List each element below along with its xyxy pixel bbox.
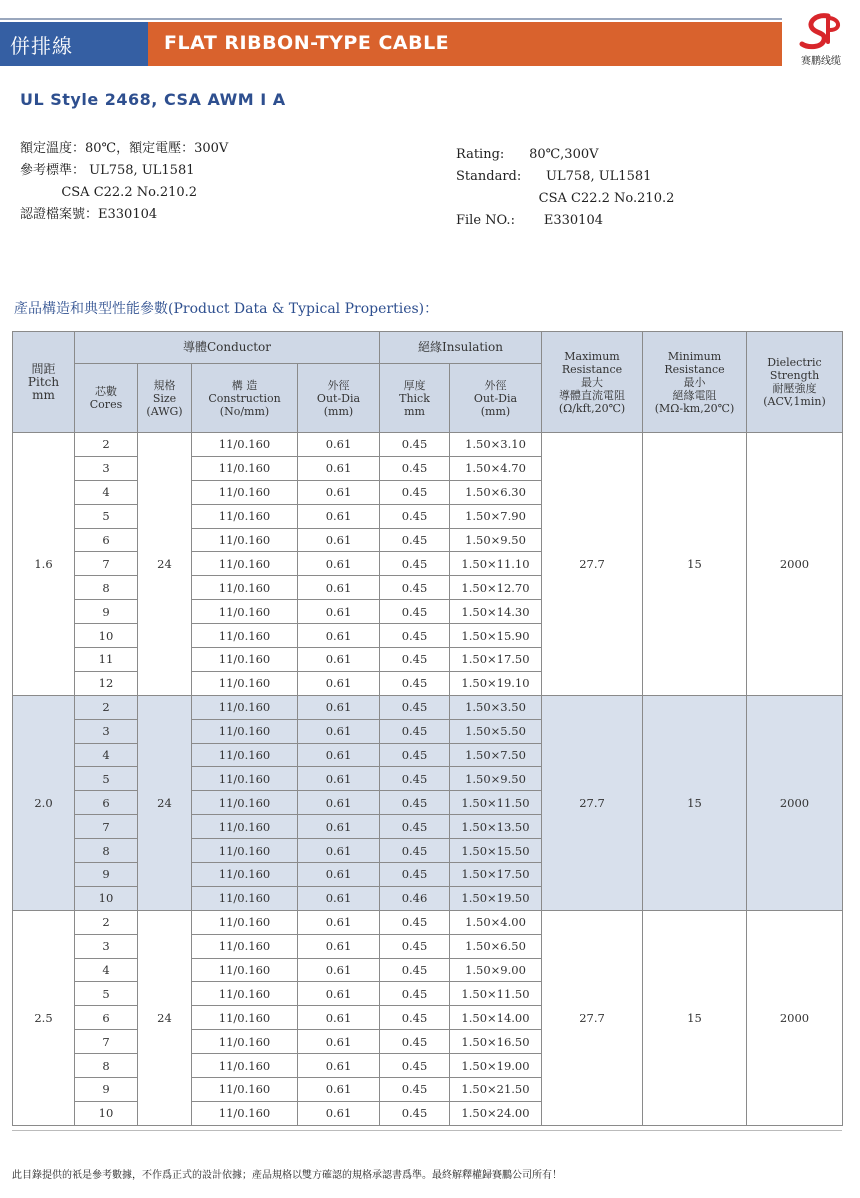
construction-cell: 11/0.160 <box>192 958 298 982</box>
thick-cell: 0.45 <box>380 1101 450 1125</box>
footer-note: 此目錄提供的祇是參考數據，不作爲正式的設計依據；產品規格以雙方確認的規格承認書爲準。最終解釋權歸賽鵬公司所有！ <box>12 1170 562 1181</box>
construction-cell: 11/0.160 <box>192 576 298 600</box>
spec-cn-row <box>20 204 228 226</box>
cores-cell: 6 <box>75 528 138 552</box>
spec-en-label: Rating: <box>456 147 530 162</box>
cores-cell: 8 <box>75 576 138 600</box>
thick-cell: 0.45 <box>380 910 450 934</box>
construction-cell: 11/0.160 <box>192 863 298 887</box>
col-max-resistance-header: Maximum Resistance 最大 導體直流電阻 (Ω/kft,20℃) <box>542 332 643 433</box>
spec-en-row <box>456 144 674 166</box>
thick-cell: 0.45 <box>380 863 450 887</box>
insulation-od-cell: 1.50×6.50 <box>450 934 542 958</box>
thick-cell: 0.45 <box>380 433 450 457</box>
cores-cell: 8 <box>75 839 138 863</box>
construction-cell: 11/0.160 <box>192 504 298 528</box>
construction-cell: 11/0.160 <box>192 600 298 624</box>
max-resistance-cell: 27.7 <box>542 433 643 696</box>
header-cn-title: 併排線 <box>10 34 73 58</box>
conductor-od-cell: 0.61 <box>298 671 380 695</box>
cores-cell: 4 <box>75 743 138 767</box>
construction-cell: 11/0.160 <box>192 839 298 863</box>
insulation-od-cell: 1.50×15.90 <box>450 624 542 648</box>
cores-cell: 8 <box>75 1054 138 1078</box>
pitch-cell: 2.0 <box>13 695 75 910</box>
insulation-od-cell: 1.50×15.50 <box>450 839 542 863</box>
conductor-od-cell: 0.61 <box>298 456 380 480</box>
col-conductor-od-header: 外徑 Out-Dia (mm) <box>298 364 380 433</box>
conductor-od-cell: 0.61 <box>298 743 380 767</box>
construction-cell: 11/0.160 <box>192 886 298 910</box>
conductor-od-cell: 0.61 <box>298 958 380 982</box>
insulation-od-cell: 1.50×17.50 <box>450 648 542 672</box>
insulation-od-cell: 1.50×3.50 <box>450 695 542 719</box>
spec-en-row <box>456 166 674 188</box>
conductor-od-cell: 0.61 <box>298 1006 380 1030</box>
thick-cell: 0.45 <box>380 671 450 695</box>
construction-cell: 11/0.160 <box>192 433 298 457</box>
cores-cell: 2 <box>75 433 138 457</box>
spec-cn-value: UL758, UL1581 <box>85 163 195 178</box>
insulation-od-cell: 1.50×4.00 <box>450 910 542 934</box>
insulation-od-cell: 1.50×17.50 <box>450 863 542 887</box>
cores-cell: 2 <box>75 910 138 934</box>
cores-cell: 10 <box>75 886 138 910</box>
table-row <box>13 695 843 719</box>
thick-cell: 0.45 <box>380 1078 450 1102</box>
construction-cell: 11/0.160 <box>192 910 298 934</box>
cores-cell: 3 <box>75 456 138 480</box>
specs-english <box>456 144 674 232</box>
conductor-od-cell: 0.61 <box>298 839 380 863</box>
cores-cell: 7 <box>75 552 138 576</box>
conductor-od-cell: 0.61 <box>298 1078 380 1102</box>
conductor-od-cell: 0.61 <box>298 886 380 910</box>
construction-cell: 11/0.160 <box>192 648 298 672</box>
spec-en-label: Standard: <box>456 169 547 184</box>
cores-cell: 4 <box>75 958 138 982</box>
thick-cell: 0.45 <box>380 791 450 815</box>
conductor-od-cell: 0.61 <box>298 433 380 457</box>
col-insulation-od-header: 外徑 Out-Dia (mm) <box>450 364 542 433</box>
insulation-od-cell: 1.50×9.00 <box>450 958 542 982</box>
dielectric-cell: 2000 <box>747 695 843 910</box>
thick-cell: 0.45 <box>380 767 450 791</box>
thick-cell: 0.45 <box>380 480 450 504</box>
spec-cn-value: 80℃，額定電壓：300V <box>85 141 229 156</box>
specs-chinese <box>20 138 228 226</box>
construction-cell: 11/0.160 <box>192 767 298 791</box>
cores-cell: 5 <box>75 504 138 528</box>
pitch-cell: 2.5 <box>13 910 75 1125</box>
spec-en-value: 80℃,300V <box>529 147 599 162</box>
cores-cell: 7 <box>75 815 138 839</box>
col-dielectric-header: Dielectric Strength 耐壓強度 (ACV,1min) <box>747 332 843 433</box>
construction-cell: 11/0.160 <box>192 1078 298 1102</box>
page-subtitle: UL Style 2468, CSA AWM I A <box>20 90 286 109</box>
thick-cell: 0.45 <box>380 958 450 982</box>
spec-cn-value: E330104 <box>98 207 158 222</box>
thick-cell: 0.46 <box>380 886 450 910</box>
conductor-od-cell: 0.61 <box>298 600 380 624</box>
insulation-od-cell: 1.50×3.10 <box>450 433 542 457</box>
spec-cn-label: 認證檔案號： <box>20 207 99 222</box>
conductor-od-cell: 0.61 <box>298 791 380 815</box>
col-pitch-header: 間距 Pitch mm <box>13 332 75 433</box>
col-thick-header: 厚度 Thick mm <box>380 364 450 433</box>
construction-cell: 11/0.160 <box>192 528 298 552</box>
cores-cell: 5 <box>75 982 138 1006</box>
pitch-cell: 1.6 <box>13 433 75 696</box>
construction-cell: 11/0.160 <box>192 624 298 648</box>
thick-cell: 0.45 <box>380 624 450 648</box>
conductor-od-cell: 0.61 <box>298 695 380 719</box>
max-resistance-cell: 27.7 <box>542 910 643 1125</box>
conductor-od-cell: 0.61 <box>298 1054 380 1078</box>
product-data-table <box>12 331 843 1126</box>
construction-cell: 11/0.160 <box>192 671 298 695</box>
col-size-header: 規格 Size (AWG) <box>138 364 192 433</box>
insulation-od-cell: 1.50×5.50 <box>450 719 542 743</box>
thick-cell: 0.45 <box>380 743 450 767</box>
spec-en-value: CSA C22.2 No.210.2 <box>538 191 675 206</box>
header-rule <box>0 18 782 20</box>
col-construction-header: 構 造 Construction (No/mm) <box>192 364 298 433</box>
insulation-od-cell: 1.50×9.50 <box>450 767 542 791</box>
construction-cell: 11/0.160 <box>192 1006 298 1030</box>
construction-cell: 11/0.160 <box>192 719 298 743</box>
spec-cn-value: CSA C22.2 No.210.2 <box>20 185 198 200</box>
insulation-od-cell: 1.50×19.50 <box>450 886 542 910</box>
thick-cell: 0.45 <box>380 839 450 863</box>
construction-cell: 11/0.160 <box>192 552 298 576</box>
spec-en-value: E330104 <box>543 213 603 228</box>
insulation-od-cell: 1.50×14.00 <box>450 1006 542 1030</box>
construction-cell: 11/0.160 <box>192 743 298 767</box>
conductor-od-cell: 0.61 <box>298 624 380 648</box>
insulation-od-cell: 1.50×11.50 <box>450 791 542 815</box>
conductor-od-cell: 0.61 <box>298 982 380 1006</box>
section-title: 產品構造和典型性能參數(Product Data & Typical Properties)： <box>14 301 439 317</box>
cores-cell: 4 <box>75 480 138 504</box>
conductor-od-cell: 0.61 <box>298 815 380 839</box>
construction-cell: 11/0.160 <box>192 982 298 1006</box>
spec-cn-label: 額定溫度： <box>20 141 86 156</box>
table-body <box>13 433 843 1126</box>
cores-cell: 3 <box>75 719 138 743</box>
insulation-od-cell: 1.50×12.70 <box>450 576 542 600</box>
header-en-title: FLAT RIBBON-TYPE CABLE <box>164 32 450 54</box>
cores-cell: 9 <box>75 600 138 624</box>
min-resistance-cell: 15 <box>643 910 747 1125</box>
min-resistance-cell: 15 <box>643 695 747 910</box>
thick-cell: 0.45 <box>380 982 450 1006</box>
thick-cell: 0.45 <box>380 695 450 719</box>
insulation-od-cell: 1.50×13.50 <box>450 815 542 839</box>
col-insulation-header: 絕緣Insulation <box>380 332 542 364</box>
cores-cell: 12 <box>75 671 138 695</box>
cores-cell: 7 <box>75 1030 138 1054</box>
construction-cell: 11/0.160 <box>192 791 298 815</box>
conductor-od-cell: 0.61 <box>298 1030 380 1054</box>
thick-cell: 0.45 <box>380 504 450 528</box>
insulation-od-cell: 1.50×16.50 <box>450 1030 542 1054</box>
min-resistance-cell: 15 <box>643 433 747 696</box>
table-row <box>13 910 843 934</box>
cores-cell: 3 <box>75 934 138 958</box>
cores-cell: 5 <box>75 767 138 791</box>
insulation-od-cell: 1.50×19.00 <box>450 1054 542 1078</box>
thick-cell: 0.45 <box>380 528 450 552</box>
construction-cell: 11/0.160 <box>192 480 298 504</box>
thick-cell: 0.45 <box>380 1006 450 1030</box>
conductor-od-cell: 0.61 <box>298 1101 380 1125</box>
conductor-od-cell: 0.61 <box>298 767 380 791</box>
spec-cn-row <box>20 182 228 204</box>
insulation-od-cell: 1.50×19.10 <box>450 671 542 695</box>
col-cores-header: 芯數 Cores <box>75 364 138 433</box>
cores-cell: 11 <box>75 648 138 672</box>
cores-cell: 6 <box>75 1006 138 1030</box>
spec-en-label <box>456 188 539 210</box>
conductor-od-cell: 0.61 <box>298 719 380 743</box>
header-en-block <box>148 22 782 66</box>
spec-en-value: UL758, UL1581 <box>546 169 652 184</box>
thick-cell: 0.45 <box>380 815 450 839</box>
conductor-od-cell: 0.61 <box>298 552 380 576</box>
thick-cell: 0.45 <box>380 934 450 958</box>
insulation-od-cell: 1.50×14.30 <box>450 600 542 624</box>
thick-cell: 0.45 <box>380 1030 450 1054</box>
construction-cell: 11/0.160 <box>192 815 298 839</box>
conductor-od-cell: 0.61 <box>298 528 380 552</box>
cores-cell: 9 <box>75 1078 138 1102</box>
cores-cell: 2 <box>75 695 138 719</box>
conductor-od-cell: 0.61 <box>298 934 380 958</box>
header-cn-block <box>0 22 148 66</box>
cores-cell: 10 <box>75 1101 138 1125</box>
conductor-od-cell: 0.61 <box>298 576 380 600</box>
table-row <box>13 433 843 457</box>
thick-cell: 0.45 <box>380 1054 450 1078</box>
cores-cell: 6 <box>75 791 138 815</box>
insulation-od-cell: 1.50×11.50 <box>450 982 542 1006</box>
conductor-od-cell: 0.61 <box>298 504 380 528</box>
insulation-od-cell: 1.50×24.00 <box>450 1101 542 1125</box>
insulation-od-cell: 1.50×6.30 <box>450 480 542 504</box>
thick-cell: 0.45 <box>380 600 450 624</box>
spec-en-row <box>456 210 674 232</box>
spec-cn-row <box>20 138 228 160</box>
footer-rule <box>12 1130 842 1131</box>
thick-cell: 0.45 <box>380 552 450 576</box>
page-header <box>0 0 860 66</box>
insulation-od-cell: 1.50×4.70 <box>450 456 542 480</box>
spec-en-row <box>456 188 674 210</box>
awg-cell: 24 <box>138 695 192 910</box>
construction-cell: 11/0.160 <box>192 695 298 719</box>
dielectric-cell: 2000 <box>747 433 843 696</box>
construction-cell: 11/0.160 <box>192 456 298 480</box>
cores-cell: 10 <box>75 624 138 648</box>
conductor-od-cell: 0.61 <box>298 648 380 672</box>
company-logo <box>782 0 860 66</box>
dielectric-cell: 2000 <box>747 910 843 1125</box>
cores-cell: 9 <box>75 863 138 887</box>
construction-cell: 11/0.160 <box>192 1101 298 1125</box>
max-resistance-cell: 27.7 <box>542 695 643 910</box>
thick-cell: 0.45 <box>380 648 450 672</box>
logo-icon <box>798 12 844 52</box>
col-min-resistance-header: Minimum Resistance 最小 絕緣電阻 (MΩ-km,20℃) <box>643 332 747 433</box>
construction-cell: 11/0.160 <box>192 934 298 958</box>
conductor-od-cell: 0.61 <box>298 480 380 504</box>
construction-cell: 11/0.160 <box>192 1030 298 1054</box>
thick-cell: 0.45 <box>380 456 450 480</box>
thick-cell: 0.45 <box>380 719 450 743</box>
insulation-od-cell: 1.50×7.90 <box>450 504 542 528</box>
insulation-od-cell: 1.50×7.50 <box>450 743 542 767</box>
spec-en-label: File NO.: <box>456 213 544 228</box>
logo-text: 赛鹏线缆 <box>801 56 841 67</box>
construction-cell: 11/0.160 <box>192 1054 298 1078</box>
conductor-od-cell: 0.61 <box>298 910 380 934</box>
insulation-od-cell: 1.50×9.50 <box>450 528 542 552</box>
spec-cn-label: 參考標準： <box>20 163 86 178</box>
thick-cell: 0.45 <box>380 576 450 600</box>
col-conductor-header: 導體Conductor <box>75 332 380 364</box>
spec-cn-row <box>20 160 228 182</box>
awg-cell: 24 <box>138 910 192 1125</box>
awg-cell: 24 <box>138 433 192 696</box>
insulation-od-cell: 1.50×11.10 <box>450 552 542 576</box>
conductor-od-cell: 0.61 <box>298 863 380 887</box>
insulation-od-cell: 1.50×21.50 <box>450 1078 542 1102</box>
